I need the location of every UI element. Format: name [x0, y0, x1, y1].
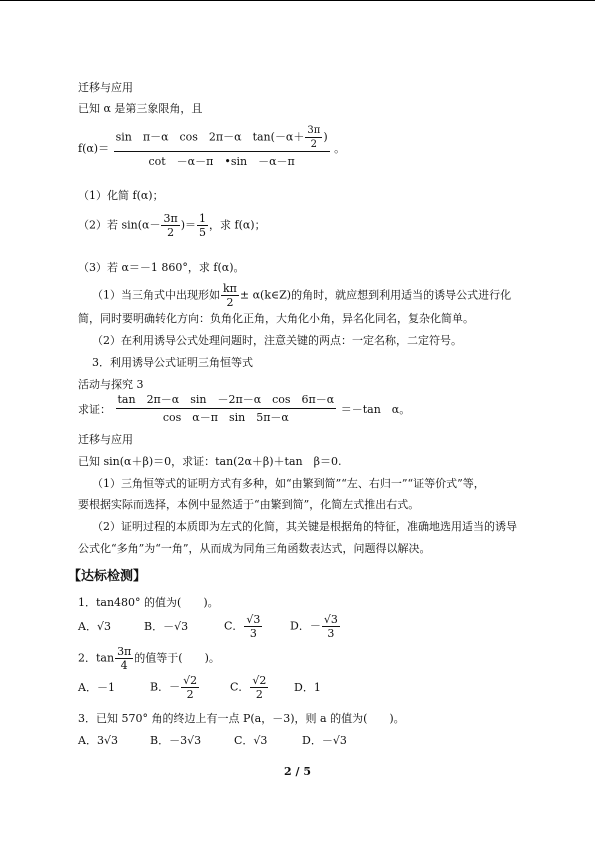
f-definition: f(α)＝ sin π－α cos 2π－α tan(－α＋ $\frac{3\pi}{2}$ ) cot －α－π •sin －α－π 。: [78, 124, 345, 172]
f-numerator: sin π－α cos 2π－α tan(－α＋ $\frac{3\pi}{2}$ ): [115, 125, 328, 150]
test-question-2: 2．tan $\frac{3\pi}{4}$ 的值等于( )。: [78, 645, 220, 672]
option-a: A．－1: [78, 681, 115, 694]
option-b: B．－3√3: [150, 734, 202, 747]
option-d: D．－ $\frac{√3}{3}$: [290, 613, 338, 640]
top-border: [0, 0, 595, 1]
test-q3-options: [78, 733, 347, 748]
note-1-line-1: （1）当三角式中出现形如 $\frac{k\pi}{2}$ ± α(k∈Z)的角时，就应想到利用适当的诱导公式进行化: [92, 282, 512, 309]
test-q1-options: [78, 613, 341, 640]
question-3: （3）若 α＝－1 860°，求 f(α)。: [78, 261, 245, 274]
heading-transfer-2: 迁移与应用: [78, 433, 133, 446]
given-text-2: 已知 sin(α＋β)＝0，求证：tan(2α＋β)＋tan β＝0.: [78, 455, 342, 468]
option-b: B．－ $\frac{√2}{2}$: [150, 674, 198, 701]
prove-denominator: cos α－π sin 5π－α: [162, 411, 289, 424]
option-c: C．√3: [234, 734, 268, 747]
prove-label: 求证：: [78, 403, 111, 416]
note-3-line-1: （1）三角恒等式的证明方式有多种，如“由繁到简”“左、右归一”“证等价式”等，: [92, 477, 485, 490]
note-4-line-1: （2）证明过程的本质即为左式的化简，其关键是根据角的特征，准确地选用适当的诱导: [92, 520, 517, 533]
f-lhs: f(α)＝: [78, 141, 110, 155]
prove-identity: [78, 392, 410, 427]
question-2: （2）若 sin(α－ $\frac{3\pi}{2}$ )＝ $\frac{1}{5}$ ，求 f(α)；: [78, 212, 266, 239]
test-q2-options: [78, 674, 321, 701]
note-4-line-2: 公式化“多角”为“一角”，从而成为同角三角函数表达式，问题得以解决。: [78, 542, 431, 555]
assessment-title: 【达标检测】: [68, 569, 147, 584]
prove-numerator: tan 2π－α sin －2π－α cos 6π－α: [116, 392, 337, 409]
option-a: A．3√3: [78, 734, 118, 747]
prove-fraction: [116, 392, 337, 427]
note-1-line-2: 简，同时要明确转化方向：负角化正角，大角化小角，异名化同名，复杂化简单。: [78, 312, 474, 325]
option-a: A．√3: [78, 620, 111, 633]
page-number: 2 / 5: [284, 765, 311, 778]
option-c: C． $\frac{√2}{2}$: [230, 674, 267, 701]
heading-transfer-1: 迁移与应用: [78, 81, 133, 94]
question-1: （1）化简 f(α)；: [78, 189, 164, 202]
option-d: D．1: [294, 681, 321, 694]
test-question-3: 3．已知 570° 角的终边上有一点 P(a，－3)，则 a 的值为( )。: [78, 712, 405, 725]
option-d: D．－√3: [302, 734, 347, 747]
test-question-1: 1．tan480° 的值为( )。: [78, 596, 219, 609]
note-3-line-2: 要根据实际而选择，本例中显然适于“由繁到简”，化简左式推出右式。: [78, 498, 420, 511]
section-3-title: 3．利用诱导公式证明三角恒等式: [92, 356, 253, 369]
prove-rhs: ＝－tan α。: [340, 403, 411, 416]
note-2: （2）在利用诱导公式处理问题时，注意关键的两点：一定名称，二定符号。: [92, 334, 462, 347]
option-b: B．－√3: [144, 620, 189, 633]
f-fraction: [114, 124, 330, 172]
activity-3: 活动与探究 3: [78, 378, 144, 391]
given-text-1: 已知 α 是第三象限角，且: [78, 102, 203, 115]
option-c: C． $\frac{√3}{3}$: [224, 613, 261, 640]
f-denominator: cot －α－π •sin －α－π: [148, 155, 295, 168]
